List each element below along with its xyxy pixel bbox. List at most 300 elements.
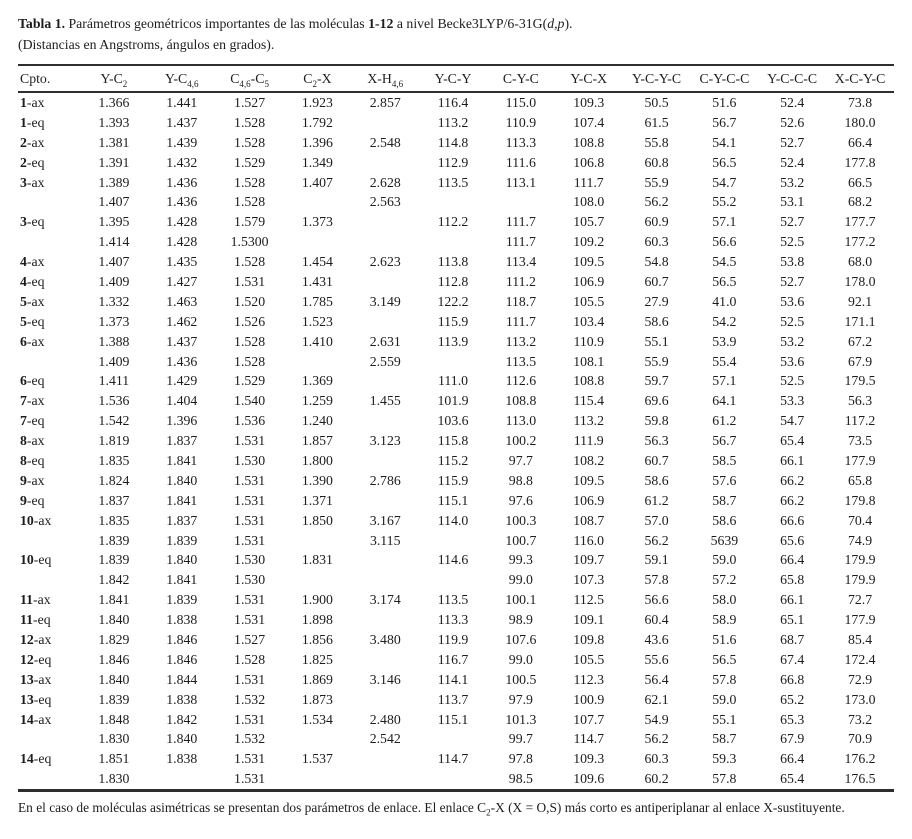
table-cell: 97.6 — [508, 492, 533, 508]
row-label: 8-eq — [20, 452, 45, 468]
table-cell: 1.531 — [234, 512, 266, 528]
table-cell: 1.532 — [234, 731, 266, 747]
table-cell: 1.526 — [234, 313, 266, 329]
table-cell: 111.6 — [505, 154, 536, 170]
table-cell — [351, 371, 419, 391]
column-header-y-c-y-c: Y-C-Y-C — [632, 71, 682, 86]
footnote: En el caso de moléculas asimétricas se presentan dos parámetros de enlace. El enlace $C_2-X$ (X = O,S) más corto es antiperiplanar al enlace X-sustituyente. — [18, 800, 845, 818]
table-cell: 1.391 — [98, 154, 130, 170]
table-cell — [283, 192, 351, 212]
row-label: 14-eq — [20, 751, 52, 767]
column-header-c2-x: $C_2-X$ — [303, 71, 332, 89]
table-cell: 66.5 — [847, 174, 873, 190]
table-cell: 2.480 — [369, 711, 401, 727]
table-cell: 68.0 — [847, 254, 873, 270]
table-cell: 65.2 — [780, 691, 805, 707]
table-cell: 176.2 — [844, 751, 876, 767]
table-cell: 1.841 — [166, 492, 198, 508]
table-cell: 60.9 — [644, 214, 669, 230]
table-cell: 109.2 — [573, 234, 605, 250]
column-header-c-y-c-c: C-Y-C-C — [699, 71, 750, 86]
table-cell: 57.1 — [712, 373, 737, 389]
table-cell: 113.8 — [437, 254, 469, 270]
table-cell: 53.6 — [780, 353, 805, 369]
table-cell: 52.7 — [780, 134, 805, 150]
table-cell — [351, 411, 419, 431]
table-cell: 1.850 — [301, 512, 333, 528]
table-cell: 1.542 — [98, 413, 130, 429]
table-cell: 74.9 — [847, 532, 873, 548]
table-cell: 1.923 — [301, 94, 333, 110]
table-cell: 110.9 — [505, 114, 537, 130]
table-cell: 108.7 — [573, 512, 605, 528]
table-cell: 57.1 — [712, 214, 737, 230]
column-header-y-c2: $Y-C_2$ — [100, 71, 128, 89]
column-header-y-c-x: Y-C-X — [570, 71, 608, 86]
table-row — [18, 292, 894, 312]
table-cell: 1.857 — [301, 433, 333, 449]
table-cell: 55.9 — [644, 174, 669, 190]
table-cell: 109.7 — [573, 552, 605, 568]
table-row — [18, 113, 894, 133]
table-cell: 1.837 — [166, 512, 198, 528]
compound-number: 4 — [20, 254, 27, 270]
table-cell: 27.9 — [644, 293, 669, 309]
table-cell: 2.631 — [369, 333, 401, 349]
row-label: 7-eq — [20, 413, 45, 429]
table-cell: 115.9 — [437, 472, 469, 488]
table-cell: 58.6 — [644, 472, 669, 488]
table-cell: 1.455 — [369, 393, 401, 409]
row-label: 5-ax — [20, 293, 45, 309]
table-cell: 1.523 — [301, 313, 333, 329]
compound-number: 14 — [20, 711, 34, 727]
table-row — [18, 570, 894, 590]
table-cell: 1.534 — [301, 711, 333, 727]
compound-number: 6 — [20, 333, 27, 349]
table-cell: 60.2 — [644, 771, 669, 787]
table-cell: 70.4 — [847, 512, 873, 528]
table-row — [18, 749, 894, 769]
table-cell: 56.5 — [712, 651, 737, 667]
table-cell: 60.3 — [644, 234, 669, 250]
table-cell: 97.9 — [508, 691, 533, 707]
table-cell: 1.839 — [98, 552, 130, 568]
table-cell: 113.0 — [505, 413, 537, 429]
table-cell: 1.531 — [234, 472, 266, 488]
row-label: 11-ax — [20, 592, 51, 608]
table-cell: 59.0 — [712, 691, 737, 707]
table-cell: 118.7 — [505, 293, 537, 309]
table-cell: 58.6 — [644, 313, 669, 329]
table-row — [18, 769, 894, 790]
row-label: 14-ax — [20, 711, 52, 727]
row-label: 1-eq — [20, 114, 45, 130]
table-cell: 111.2 — [505, 273, 536, 289]
compound-number: 2 — [20, 134, 27, 150]
table-cell: 67.9 — [847, 353, 873, 369]
table-cell: 92.1 — [847, 293, 873, 309]
table-cell: 52.7 — [780, 214, 805, 230]
table-cell: 108.1 — [573, 353, 605, 369]
table-cell: 57.2 — [712, 572, 737, 588]
table-cell: 55.2 — [712, 194, 737, 210]
table-cell — [351, 769, 419, 790]
table-row — [18, 391, 894, 411]
table-cell — [351, 113, 419, 133]
table-cell: 54.2 — [712, 313, 737, 329]
row-label: 2-ax — [20, 134, 45, 150]
table-cell: 99.0 — [508, 572, 533, 588]
table-cell: 1.837 — [166, 433, 198, 449]
table-cell: 2.542 — [369, 731, 401, 747]
table-cell: 1.873 — [301, 691, 333, 707]
table-row — [18, 272, 894, 292]
table-row — [18, 710, 894, 730]
table-row — [18, 153, 894, 173]
table-cell: 58.9 — [712, 612, 737, 628]
table-cell: 66.2 — [780, 492, 805, 508]
table-cell: 66.4 — [780, 552, 805, 568]
table-cell — [419, 570, 487, 590]
row-label — [18, 531, 80, 551]
table-cell: 103.6 — [437, 413, 469, 429]
table-cell: 68.7 — [780, 631, 805, 647]
table-cell: 59.3 — [712, 751, 737, 767]
table-cell: 57.8 — [712, 771, 737, 787]
table-cell: 60.7 — [644, 273, 669, 289]
table-cell: 107.7 — [573, 711, 605, 727]
table-cell: 177.9 — [844, 612, 876, 628]
table-cell: 1.366 — [98, 94, 130, 110]
compound-number: 3 — [20, 174, 27, 190]
table-cell: 113.7 — [437, 691, 469, 707]
compound-number: 13 — [20, 691, 34, 707]
table-cell: 1.531 — [234, 612, 266, 628]
table-cell: 100.1 — [505, 592, 537, 608]
table-cell: 1.838 — [166, 751, 198, 767]
table-cell: 41.0 — [712, 293, 737, 309]
table-cell: 1.829 — [98, 631, 130, 647]
table-cell: 1.432 — [166, 154, 198, 170]
table-cell: 57.8 — [644, 572, 669, 588]
table-cell: 3.123 — [369, 433, 401, 449]
compound-number: 5 — [20, 313, 27, 329]
table-cell: 52.6 — [780, 114, 805, 130]
table-cell: 58.7 — [712, 731, 737, 747]
table-cell — [351, 491, 419, 511]
table-cell: 111.9 — [573, 433, 604, 449]
table-cell: 114.7 — [573, 731, 604, 747]
table-cell: 100.3 — [505, 512, 537, 528]
table-cell: 114.1 — [437, 671, 469, 687]
table-cell: 1.463 — [166, 293, 198, 309]
row-label: 4-ax — [20, 254, 45, 270]
table-cell: 1.528 — [234, 114, 266, 130]
compound-number: 12 — [20, 651, 34, 667]
table-cell: 54.8 — [644, 254, 669, 270]
table-cell: 1.841 — [166, 572, 198, 588]
table-cell: 1.332 — [98, 293, 130, 309]
table-cell: 1.835 — [98, 452, 130, 468]
table-cell: 3.167 — [369, 512, 401, 528]
table-cell — [419, 352, 487, 372]
table-cell: 1.869 — [301, 671, 333, 687]
table-cell — [351, 212, 419, 232]
column-header-x-c-y-c: X-C-Y-C — [834, 71, 886, 86]
table-cell — [351, 550, 419, 570]
table-cell: 1.531 — [234, 532, 266, 548]
table-cell: 110.9 — [573, 333, 604, 349]
row-label: 5-eq — [20, 313, 45, 329]
table-cell: 113.4 — [505, 254, 537, 270]
table-row — [18, 630, 894, 650]
table-cell: 68.2 — [847, 194, 873, 210]
table-cell: 99.0 — [508, 651, 533, 667]
table-cell: 1.527 — [234, 94, 266, 110]
table-cell: 114.8 — [437, 134, 469, 150]
table-cell: 54.1 — [712, 134, 737, 150]
table-cell: 1.842 — [166, 711, 198, 727]
table-cell: 56.7 — [712, 114, 737, 130]
table-cell: 1.528 — [234, 134, 266, 150]
table-cell: 108.8 — [573, 373, 605, 389]
table-cell: 1.436 — [166, 353, 198, 369]
table-cell: 97.7 — [508, 452, 533, 468]
table-cell: 177.8 — [844, 154, 876, 170]
table-row — [18, 610, 894, 630]
row-label: 11-eq — [20, 612, 51, 628]
table-cell: 60.4 — [644, 612, 669, 628]
row-label: 6-eq — [20, 373, 45, 389]
table-cell: 1.800 — [301, 452, 333, 468]
table-cell: 1.840 — [166, 731, 198, 747]
table-cell: 113.5 — [437, 174, 469, 190]
table-cell — [419, 769, 487, 790]
table-cell: 1.841 — [166, 452, 198, 468]
table-cell: 1.527 — [234, 631, 266, 647]
table-cell: 178.0 — [844, 273, 876, 289]
compound-number: 14 — [20, 751, 34, 767]
table-cell: 1.830 — [98, 731, 130, 747]
table-row — [18, 511, 894, 531]
table-cell: 111.7 — [505, 313, 536, 329]
row-label: 10-ax — [20, 512, 52, 528]
table-cell: 115.2 — [437, 452, 469, 468]
table-cell: 55.4 — [712, 353, 737, 369]
table-cell: 52.4 — [780, 94, 805, 110]
table-cell — [351, 153, 419, 173]
table-cell: 54.7 — [780, 413, 805, 429]
table-cell: 2.623 — [369, 254, 401, 270]
table-cell: 2.563 — [369, 194, 401, 210]
table-cell: 1.532 — [234, 691, 266, 707]
table-cell: 53.3 — [780, 393, 805, 409]
table-cell: 1.841 — [98, 592, 130, 608]
table-row — [18, 670, 894, 690]
table-cell: 109.3 — [573, 94, 605, 110]
table-cell: 1.848 — [98, 711, 130, 727]
table-cell: 112.3 — [573, 671, 604, 687]
table-cell: 100.5 — [505, 671, 537, 687]
compound-number: 9 — [20, 492, 27, 508]
table-cell: 43.6 — [644, 631, 669, 647]
table-cell — [351, 232, 419, 252]
table-cell: 1.846 — [98, 651, 130, 667]
compound-number: 4 — [20, 273, 27, 289]
table-cell: 65.4 — [780, 433, 805, 449]
table-cell: 1.528 — [234, 353, 266, 369]
table-cell: 113.5 — [437, 592, 469, 608]
table-cell: 105.5 — [573, 651, 605, 667]
table-row — [18, 411, 894, 431]
row-label — [18, 570, 80, 590]
table-cell: 55.9 — [644, 353, 669, 369]
table-cell: 1.429 — [166, 373, 198, 389]
table-cell: 98.5 — [508, 771, 533, 787]
table-cell: 69.6 — [644, 393, 669, 409]
table-cell: 1.528 — [234, 194, 266, 210]
table-cell: 2.559 — [369, 353, 401, 369]
table-cell: 100.7 — [505, 532, 537, 548]
table-row — [18, 252, 894, 272]
row-label — [18, 730, 80, 750]
table-cell: 2.786 — [369, 472, 401, 488]
table-cell: 1.900 — [301, 592, 333, 608]
compound-number: 8 — [20, 452, 27, 468]
row-label: 6-ax — [20, 333, 45, 349]
table-cell: 1.390 — [301, 472, 333, 488]
table-cell: 108.0 — [573, 194, 605, 210]
geometric-parameters-table — [18, 64, 894, 792]
table-cell — [419, 232, 487, 252]
row-label: 2-eq — [20, 154, 45, 170]
table-cell: 116.7 — [437, 651, 469, 667]
table-cell: 177.9 — [844, 452, 876, 468]
table-cell: 115.0 — [505, 94, 537, 110]
table-cell: 1.840 — [166, 552, 198, 568]
table-cell — [487, 192, 555, 212]
table-cell: 119.9 — [437, 631, 469, 647]
table-cell: 113.3 — [437, 612, 469, 628]
table-cell: 111.7 — [505, 234, 536, 250]
table-row — [18, 590, 894, 610]
table-row — [18, 212, 894, 232]
table-cell: 1.414 — [98, 234, 130, 250]
table-cell: 1.898 — [301, 612, 333, 628]
row-label: 12-eq — [20, 651, 52, 667]
table-cell: 112.2 — [437, 214, 469, 230]
table-cell: 109.5 — [573, 254, 605, 270]
table-cell: 114.6 — [437, 552, 469, 568]
table-cell: 70.9 — [847, 731, 873, 747]
table-cell: 115.8 — [437, 433, 469, 449]
table-cell: 73.8 — [847, 94, 873, 110]
compound-number: 12 — [20, 631, 34, 647]
table-cell: 113.5 — [505, 353, 537, 369]
table-cell — [283, 232, 351, 252]
table-cell: 100.9 — [573, 691, 605, 707]
table-cell: 113.2 — [505, 333, 537, 349]
table-cell: 53.9 — [712, 333, 737, 349]
table-row — [18, 650, 894, 670]
row-label: 8-ax — [20, 433, 45, 449]
table-cell: 54.7 — [712, 174, 737, 190]
table-cell: 1.5300 — [230, 234, 269, 250]
table-cell: 101.9 — [437, 393, 469, 409]
table-cell: 56.3 — [847, 393, 873, 409]
table-cell: 52.5 — [780, 313, 805, 329]
table-cell: 72.7 — [847, 592, 873, 608]
table-cell: 115.1 — [437, 492, 469, 508]
table-cell — [351, 610, 419, 630]
table-cell: 112.6 — [505, 373, 537, 389]
table-cell: 1.839 — [98, 691, 130, 707]
table-cell: 171.1 — [844, 313, 876, 329]
table-cell: 1.825 — [301, 651, 333, 667]
table-cell: 1.531 — [234, 433, 266, 449]
table-cell: 54.9 — [644, 711, 669, 727]
table-cell: 1.436 — [166, 174, 198, 190]
table-cell: 1.846 — [166, 651, 198, 667]
table-cell — [351, 650, 419, 670]
table-cell: 1.844 — [166, 671, 198, 687]
table-cell: 67.9 — [780, 731, 805, 747]
table-cell: 179.8 — [844, 492, 876, 508]
table-cell — [351, 690, 419, 710]
row-label — [18, 192, 80, 212]
compound-number: 8 — [20, 433, 27, 449]
table-cell: 1.407 — [98, 194, 130, 210]
table-cell: 114.0 — [437, 512, 469, 528]
table-cell: 66.4 — [780, 751, 805, 767]
table-cell: 50.5 — [644, 94, 669, 110]
column-header-cpto: Cpto. — [20, 71, 51, 86]
table-row — [18, 232, 894, 252]
table-cell: 53.8 — [780, 254, 805, 270]
table-cell: 112.9 — [437, 154, 469, 170]
table-cell: 1.528 — [234, 174, 266, 190]
compound-number: 1 — [20, 114, 27, 130]
table-cell: 1.371 — [301, 492, 333, 508]
table-cell: 61.2 — [644, 492, 669, 508]
table-cell: 56.5 — [712, 273, 737, 289]
table-cell: 59.7 — [644, 373, 669, 389]
table-cell: 1.842 — [98, 572, 130, 588]
table-cell: 116.4 — [437, 94, 469, 110]
compound-number: 3 — [20, 214, 27, 230]
table-cell: 1.409 — [98, 353, 130, 369]
table-cell: 55.1 — [712, 711, 737, 727]
table-cell: 1.531 — [234, 711, 266, 727]
table-cell: 109.3 — [573, 751, 605, 767]
table-cell: 58.5 — [712, 452, 737, 468]
table-cell — [351, 451, 419, 471]
table-cell: 2.857 — [369, 94, 401, 110]
table-cell: 1.373 — [98, 313, 130, 329]
row-label: 7-ax — [20, 393, 45, 409]
table-cell: 1.537 — [301, 751, 333, 767]
table-cell: 60.8 — [644, 154, 669, 170]
table-cell: 1.531 — [234, 771, 266, 787]
table-cell: 1.462 — [166, 313, 198, 329]
table-cell — [351, 749, 419, 769]
table-cell: 113.2 — [437, 114, 469, 130]
table-cell: 58.6 — [712, 512, 737, 528]
row-label: 13-ax — [20, 671, 52, 687]
table-cell: 1.536 — [98, 393, 130, 409]
table-cell: 108.8 — [505, 393, 537, 409]
